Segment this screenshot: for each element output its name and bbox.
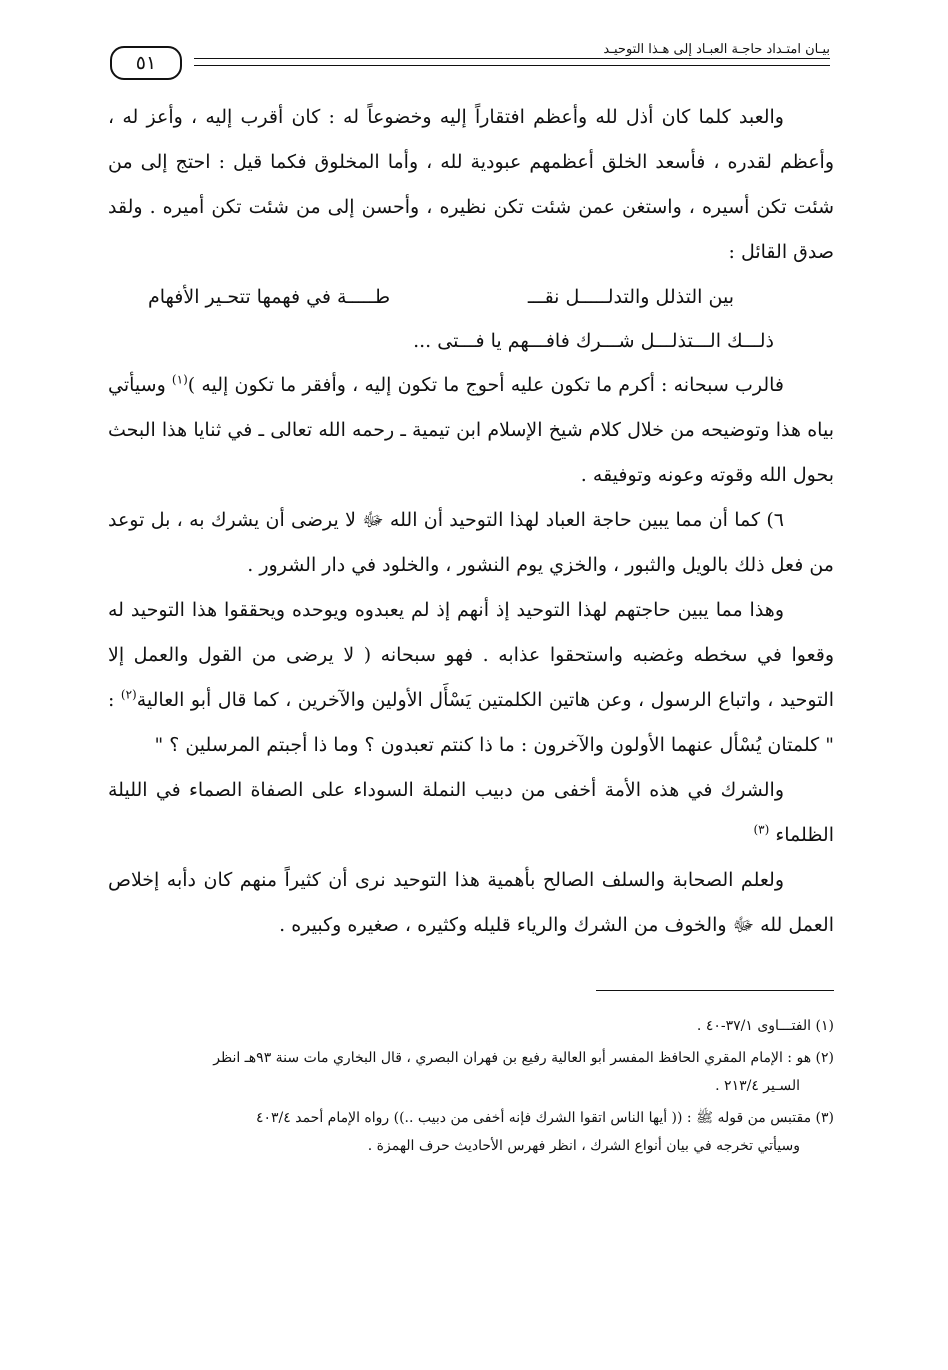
verse-block — [108, 275, 834, 363]
main-text — [108, 95, 834, 948]
verse-line-1-second-half: طـــــة في فهمها تتحـير الأفهام — [148, 286, 391, 308]
paragraph-3: ٦) كما أن مما يبين حاجة العباد لهذا التوحيد أن الله ﷻ لا يرضى أن يشرك به ، بل توعد من فعل ذلك بالويل والثبور ، والخزي يوم النشور ، والخلود في دار الشرور . — [108, 509, 834, 576]
paragraph-5 — [108, 768, 834, 858]
footnotes — [108, 1012, 834, 1164]
footnote-2-line-1: (٢) هو : الإمام المقري الحافظ المفسر أبو العالية رفيع بن فهران البصري ، قال البخاري مات سنة ٩٣هـ انظر — [213, 1050, 834, 1066]
footnote-separator — [596, 990, 834, 991]
footnote-3-line-2: وسيأتي تخرجه في بيان أنواع الشرك ، انظر فهرس الأحاديث حرف الهمزة . — [367, 1138, 800, 1154]
paragraph-2-text: فالرب سبحانه : أكرم ما تكون عليه أحوج ما تكون إليه ، وأفقر ما تكون إليه ) — [187, 374, 784, 396]
footnote-ref-3: (٣) — [753, 822, 770, 837]
page-number: ٥١ — [110, 46, 182, 80]
page-header — [110, 44, 830, 84]
paragraph-4 — [108, 588, 834, 768]
footnote-2-line-2: السـير ٢١٣/٤ . — [715, 1078, 800, 1094]
verse-line-1-first-half: بين التذلل والتدلـــــل نقـــ — [527, 286, 734, 308]
footnote-ref-2: (٢) — [120, 687, 137, 702]
footnote-1: (١) الفتـــاوى ٣٧/١-٤٠ . — [696, 1018, 834, 1034]
running-title: بيـان امتـداد حاجـة العبـاد إلى هـذا التوحيـد — [597, 42, 830, 57]
paragraph-4-text: وهذا مما يبين حاجتهم لهذا التوحيد إذ أنهم إذ لم يعبدوه ويوحده ويحققوا هذا التوحيد له وقعوا في سخطه وغضبه واستحقوا عذابه . فهو سبحانه ( لا يرضى من القول والعمل إلا التوحيد ، واتباع الرسول ، وعن هاتين الكلمتين يَسْأَل الأولين والآخرين ، كما قال أبو العالية — [108, 599, 834, 711]
footnote-3-line-1: (٣) مقتبس من قوله ﷺ : (( أيها الناس اتقوا الشرك فإنه أخفى من دبيب ..)) رواه الإمام أحمد ٤٠٣/٤ — [255, 1110, 834, 1126]
paragraph-2-rest: وسيأتي بياه هذا وتوضيحه من خلال كلام شيخ الإسلام ابن تيمية ـ رحمه الله تعالى ـ في ثنايا هذا البحث بحول الله وقوته وعونه وتوفيقه . — [108, 374, 834, 486]
header-rule-top — [194, 58, 830, 59]
footnote-2 — [108, 1044, 834, 1100]
footnote-ref-1: (١) — [171, 372, 188, 387]
paragraph-4-rest: : " كلمتان يُسْأل عنهما الأولون والآخرون : ما ذا كنتم تعبدون ؟ وما ذا أجبتم المرسلين ؟ " — [108, 689, 834, 756]
paragraph-1: والعبد كلما كان أذل لله وأعظم افتقاراً إليه وخضوعاً له : كان أقرب إليه ، وأعز له ، وأعظم لقدره ، فأسعد الخلق أعظمهم عبودية لله ، وأما المخلوق فكما قيل : احتج إلى من شئت تكن أسيره ، واستغن عمن شئت تكن نظيره ، وأحسن إلى من شئت تكن أميره . ولقد صدق القائل : — [108, 106, 834, 263]
paragraph-5-text: والشرك في هذه الأمة أخفى من دبيب النملة السوداء على الصفاة الصماء في الليلة الظلماء — [108, 779, 834, 846]
paragraph-2 — [108, 363, 834, 498]
verse-line-2: ذلـــك الـــتذلـــل شـــرك فافـــهم يا فـــتى ... — [413, 330, 774, 352]
header-rule-bottom — [194, 65, 830, 66]
paragraph-6: ولعلم الصحابة والسلف الصالح بأهمية هذا التوحيد نرى أن كثيراً منهم كان دأبه إخلاص العمل لله ﷻ والخوف من الشرك والرياء قليله وكثيره ، صغيره وكبيره . — [108, 869, 834, 936]
footnote-3 — [108, 1104, 834, 1160]
